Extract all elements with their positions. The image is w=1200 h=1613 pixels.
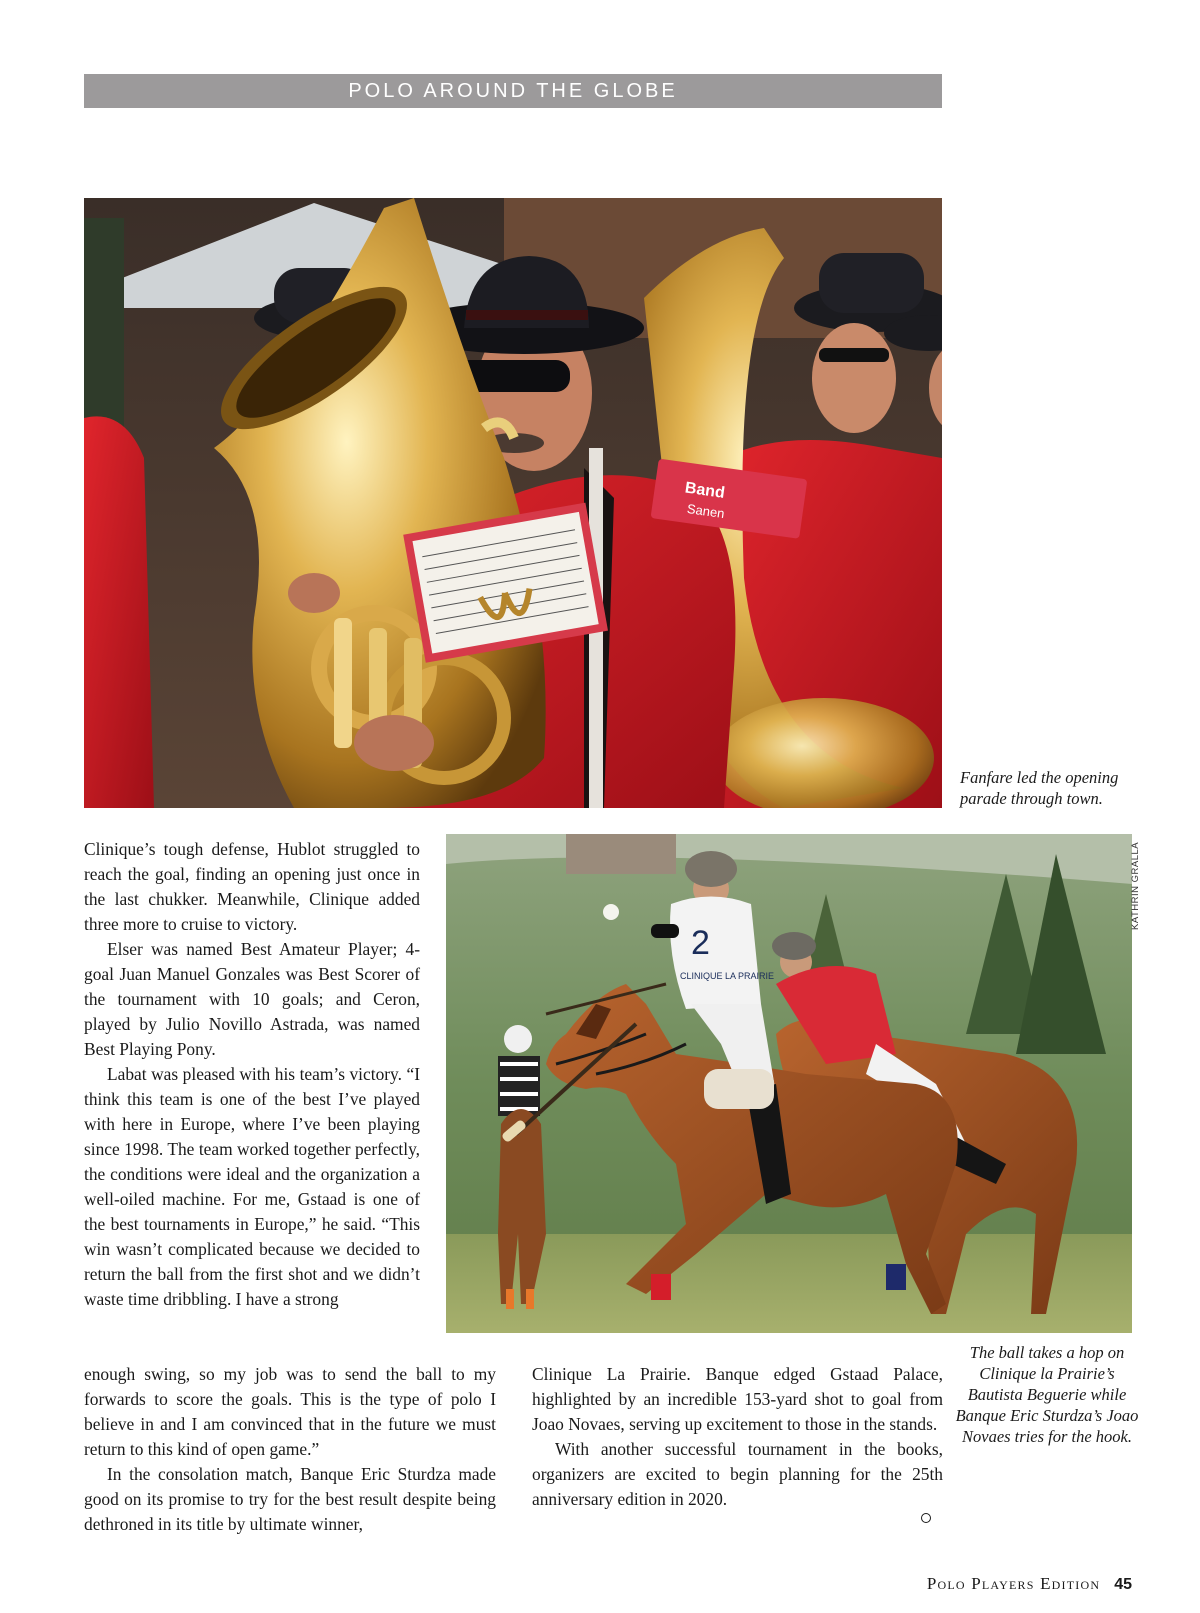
paragraph: enough swing, so my job was to send the ball to my forwards to score the goals. This is the type of polo I believe in and I am convinced that in the future we must return to this kind of open game.” (84, 1364, 496, 1459)
page-number: 45 (1114, 1576, 1132, 1593)
end-of-article-mark (921, 1513, 931, 1523)
band-sign-text-2: Sanen (686, 501, 726, 522)
paragraph: Labat was pleased with his team’s victory. “I think this team is one of the best I’ve played with here in Europe, where I’ve been playing since 1998. The team worked together perfectly, the conditions were ideal and the organization a well-oiled machine. For me, Gstaad is one of the best tournaments in Europe,” he said. “This win wasn’t complicated because we decided to return the ball from the first shot and we didn’t waste time dribbling. I have a strong (84, 1064, 420, 1309)
band-photo (84, 198, 942, 808)
band-sign-text: Band (683, 479, 726, 502)
article-column-a (84, 837, 420, 1312)
paragraph: Clinique La Prairie. Banque edged Gstaad Palace, highlighted by an incredible 153-yard shot to goal from Joao Novaes, serving up excitement to those in the stands. (532, 1364, 943, 1434)
page-footer (927, 1574, 1132, 1594)
article-column-c (532, 1362, 943, 1512)
polo-photo (446, 834, 1132, 1333)
band-photo-caption: Fanfare led the opening parade through town. (960, 768, 1119, 808)
jersey-text: CLINIQUE LA PRAIRIE (680, 971, 775, 981)
section-title: POLO AROUND THE GLOBE (348, 80, 678, 102)
paragraph: With another successful tournament in the books, organizers are excited to begin planning for the 25th anniversary edition in 2020. (532, 1439, 943, 1509)
paragraph: Clinique’s tough defense, Hublot struggled to reach the goal, finding an opening just once in the last chukker. Meanwhile, Clinique added three more to cruise to victory. (84, 839, 420, 934)
jersey-number: 2 (691, 924, 710, 962)
band-photo-illustration (84, 198, 942, 808)
polo-photo-caption: The ball takes a hop on Clinique la Prairie’s Bautista Beguerie while Banque Eric Sturdza’s Joao Novaes tries for the hook. (955, 1343, 1139, 1446)
photo-credit: KATHRIN GRALLA (1130, 841, 1141, 930)
publication-name: Polo Players Edition (926, 1574, 1101, 1593)
paragraph: In the consolation match, Banque Eric Sturdza made good on its promise to try for the best result despite being dethroned in its title by ultimate winner, (84, 1464, 496, 1534)
section-header-banner (84, 74, 942, 108)
paragraph: Elser was named Best Amateur Player; 4-goal Juan Manuel Gonzales was Best Scorer of the tournament with 10 goals; and Ceron, played by Julio Novillo Astrada, was named Best Playing Pony. (84, 939, 420, 1059)
polo-photo-illustration (446, 834, 1132, 1333)
article-column-b (84, 1362, 496, 1537)
